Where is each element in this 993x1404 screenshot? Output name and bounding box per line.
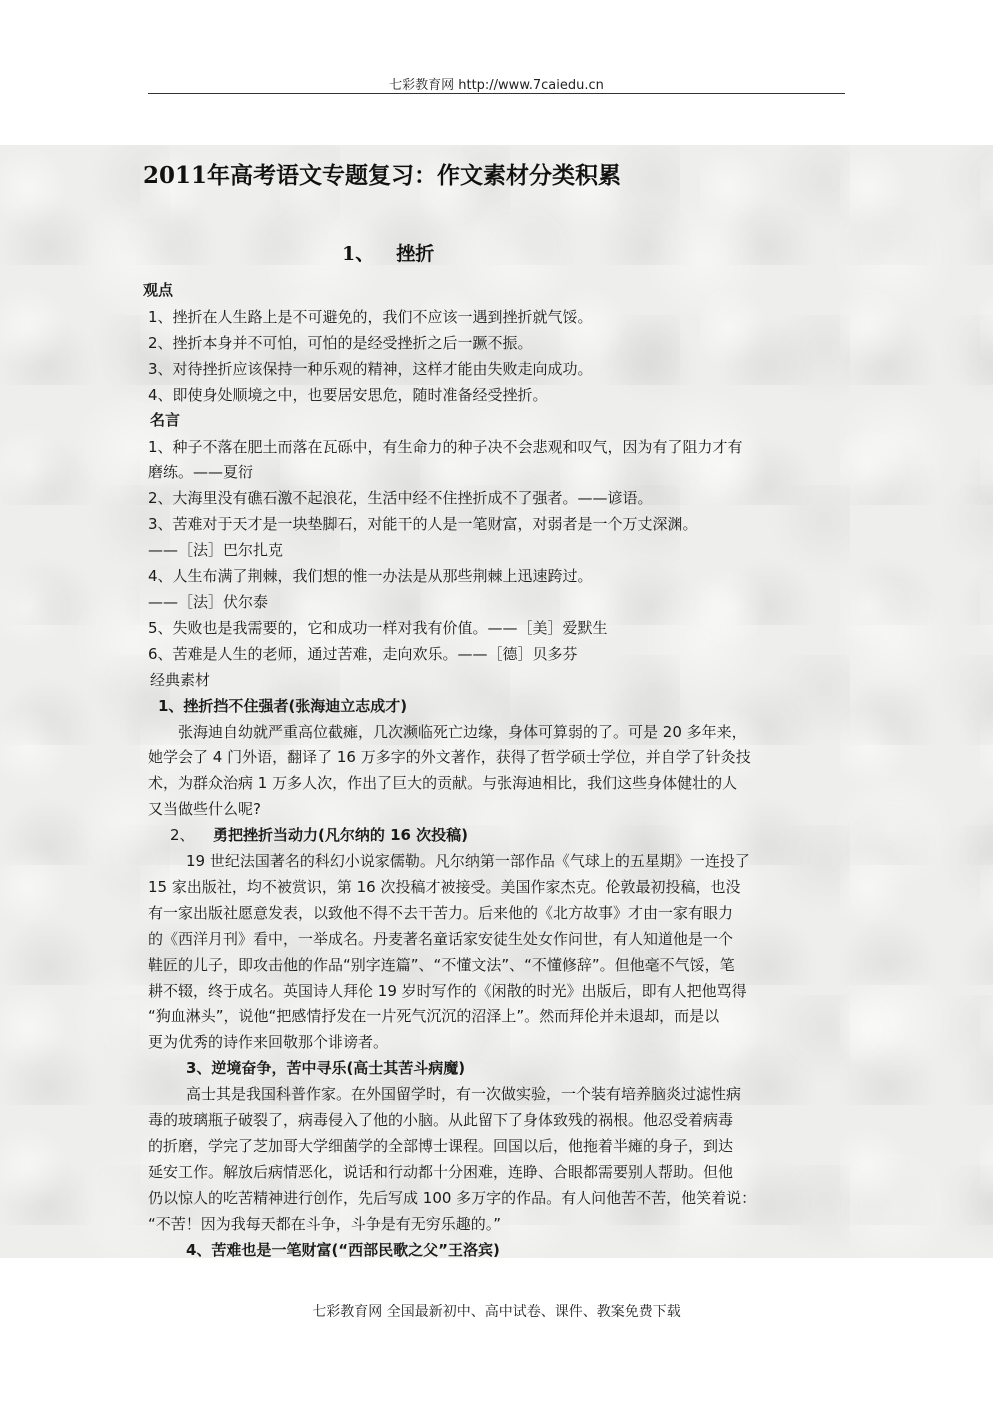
story-line: 术，为群众治病 1 万多人次，作出了巨大的贡献。与张海迪相比，我们这些身体健壮的人 <box>148 774 738 792</box>
document-title: 2011年高考语文专题复习：作文素材分类积累 <box>143 162 622 189</box>
header-divider <box>148 93 845 94</box>
page-footer: 七彩教育网 全国最新初中、高中试卷、课件、教案免费下载 <box>312 1304 681 1320</box>
quote-line: 5、失败也是我需要的，它和成功一样对我有价值。——［美］爱默生 <box>148 619 608 637</box>
quote-line: 1、种子不落在肥土而落在瓦砾中，有生命力的种子决不会悲观和叹气，因为有了阻力才有 <box>148 438 743 456</box>
story-title: 勇把挫折当动力(凡尔纳的 16 次投稿) <box>213 826 469 844</box>
story-number: 2、 <box>170 826 195 844</box>
section-heading <box>342 239 434 266</box>
story-line: 的折磨，学完了芝加哥大学细菌学的全部博士课程。回国以后，他拖着半瘫的身子，到达 <box>148 1137 734 1155</box>
quote-line: ——［法］巴尔扎克 <box>148 541 284 559</box>
quote-line: ——［法］伏尔泰 <box>148 593 269 611</box>
story-title: 4、苦难也是一笔财富(“西部民歌之父”王洛宾) <box>186 1241 500 1259</box>
section-name: 挫折 <box>396 243 435 265</box>
story-line: 张海迪自幼就严重高位截瘫，几次濒临死亡边缘，身体可算弱的了。可是 20 多年来， <box>178 723 747 741</box>
story-line: 鞋匠的儿子，即攻击他的作品“别字连篇”、“不懂文法”、“不懂修辞”。但他毫不气馁，笔 <box>148 956 735 974</box>
story-line: 的《西洋月刊》看中，一举成名。丹麦著名童话家安徒生处女作问世，有人知道他是一个 <box>148 930 734 948</box>
story-line: 更为优秀的诗作来回敬那个诽谤者。 <box>148 1033 389 1051</box>
story-line: 毒的玻璃瓶子破裂了，病毒侵入了他的小脑。从此留下了身体致残的祸根。他忍受着病毒 <box>148 1111 734 1129</box>
viewpoint-item: 1、挫折在人生路上是不可避免的，我们不应该一遇到挫折就气馁。 <box>148 308 593 326</box>
story-line: 耕不辍，终于成名。英国诗人拜伦 19 岁时写作的《闲散的时光》出版后，即有人把他骂得 <box>148 982 747 1000</box>
quote-line: 3、苦难对于天才是一块垫脚石，对能干的人是一笔财富，对弱者是一个万丈深渊。 <box>148 515 698 533</box>
section-number: 1、 <box>342 243 375 265</box>
viewpoint-item: 2、挫折本身并不可怕，可怕的是经受挫折之后一蹶不振。 <box>148 334 533 352</box>
story-line: “不苦！因为我每天都在斗争，斗争是有无穷乐趣的。” <box>148 1215 502 1233</box>
quotes-heading: 名言 <box>150 411 181 429</box>
viewpoints-heading: 观点 <box>143 281 174 299</box>
quote-line: 2、大海里没有礁石激不起浪花，生活中经不住挫折成不了强者。——谚语。 <box>148 489 653 507</box>
viewpoint-item: 4、即使身处顺境之中，也要居安思危，随时准备经受挫折。 <box>148 386 548 404</box>
quote-line: 6、苦难是人生的老师，通过苦难，走向欢乐。——［德］贝多芬 <box>148 645 578 663</box>
story-line: 仍以惊人的吃苦精神进行创作，先后写成 100 多万字的作品。有人问他苦不苦，他笑着说： <box>148 1189 757 1207</box>
story-line: “狗血淋头”，说他“把感情抒发在一片死气沉沉的沼泽上”。然而拜伦并未退却，而是以 <box>148 1007 720 1025</box>
viewpoint-item: 3、对待挫折应该保持一种乐观的精神，这样才能由失败走向成功。 <box>148 360 593 378</box>
story-line: 15 家出版社，均不被赏识，第 16 次投稿才被接受。美国作家杰克。伦敦最初投稿，也没 <box>148 878 741 896</box>
story-title: 3、逆境奋争，苦中寻乐(高士其苦斗病魔) <box>186 1059 466 1077</box>
quote-line: 4、人生布满了荆棘，我们想的惟一办法是从那些荆棘上迅速跨过。 <box>148 567 593 585</box>
story-line: 又当做些什么呢? <box>148 800 261 818</box>
story-line: 高士其是我国科普作家。在外国留学时，有一次做实验，一个装有培养脑炎过滤性病 <box>186 1085 742 1103</box>
story-line: 19 世纪法国著名的科幻小说家儒勒。凡尔纳第一部作品《气球上的五星期》一连投了 <box>186 852 750 870</box>
quote-line: 磨练。——夏衍 <box>148 463 254 481</box>
story-line: 延安工作。解放后病情恶化，说话和行动都十分困难，连睁、合眼都需要别人帮助。但他 <box>148 1163 734 1181</box>
story-line: 她学会了 4 门外语，翻译了 16 万多字的外文著作，获得了哲学硕士学位，并自学了针灸技 <box>148 748 751 766</box>
story-title: 1、挫折挡不住强者(张海迪立志成才) <box>158 697 408 715</box>
page-header: 七彩教育网 http://www.7caiedu.cn <box>389 78 604 93</box>
story-line: 有一家出版社愿意发表，以致他不得不去干苦力。后来他的《北方故事》才由一家有眼力 <box>148 904 734 922</box>
classics-heading: 经典素材 <box>150 671 211 689</box>
